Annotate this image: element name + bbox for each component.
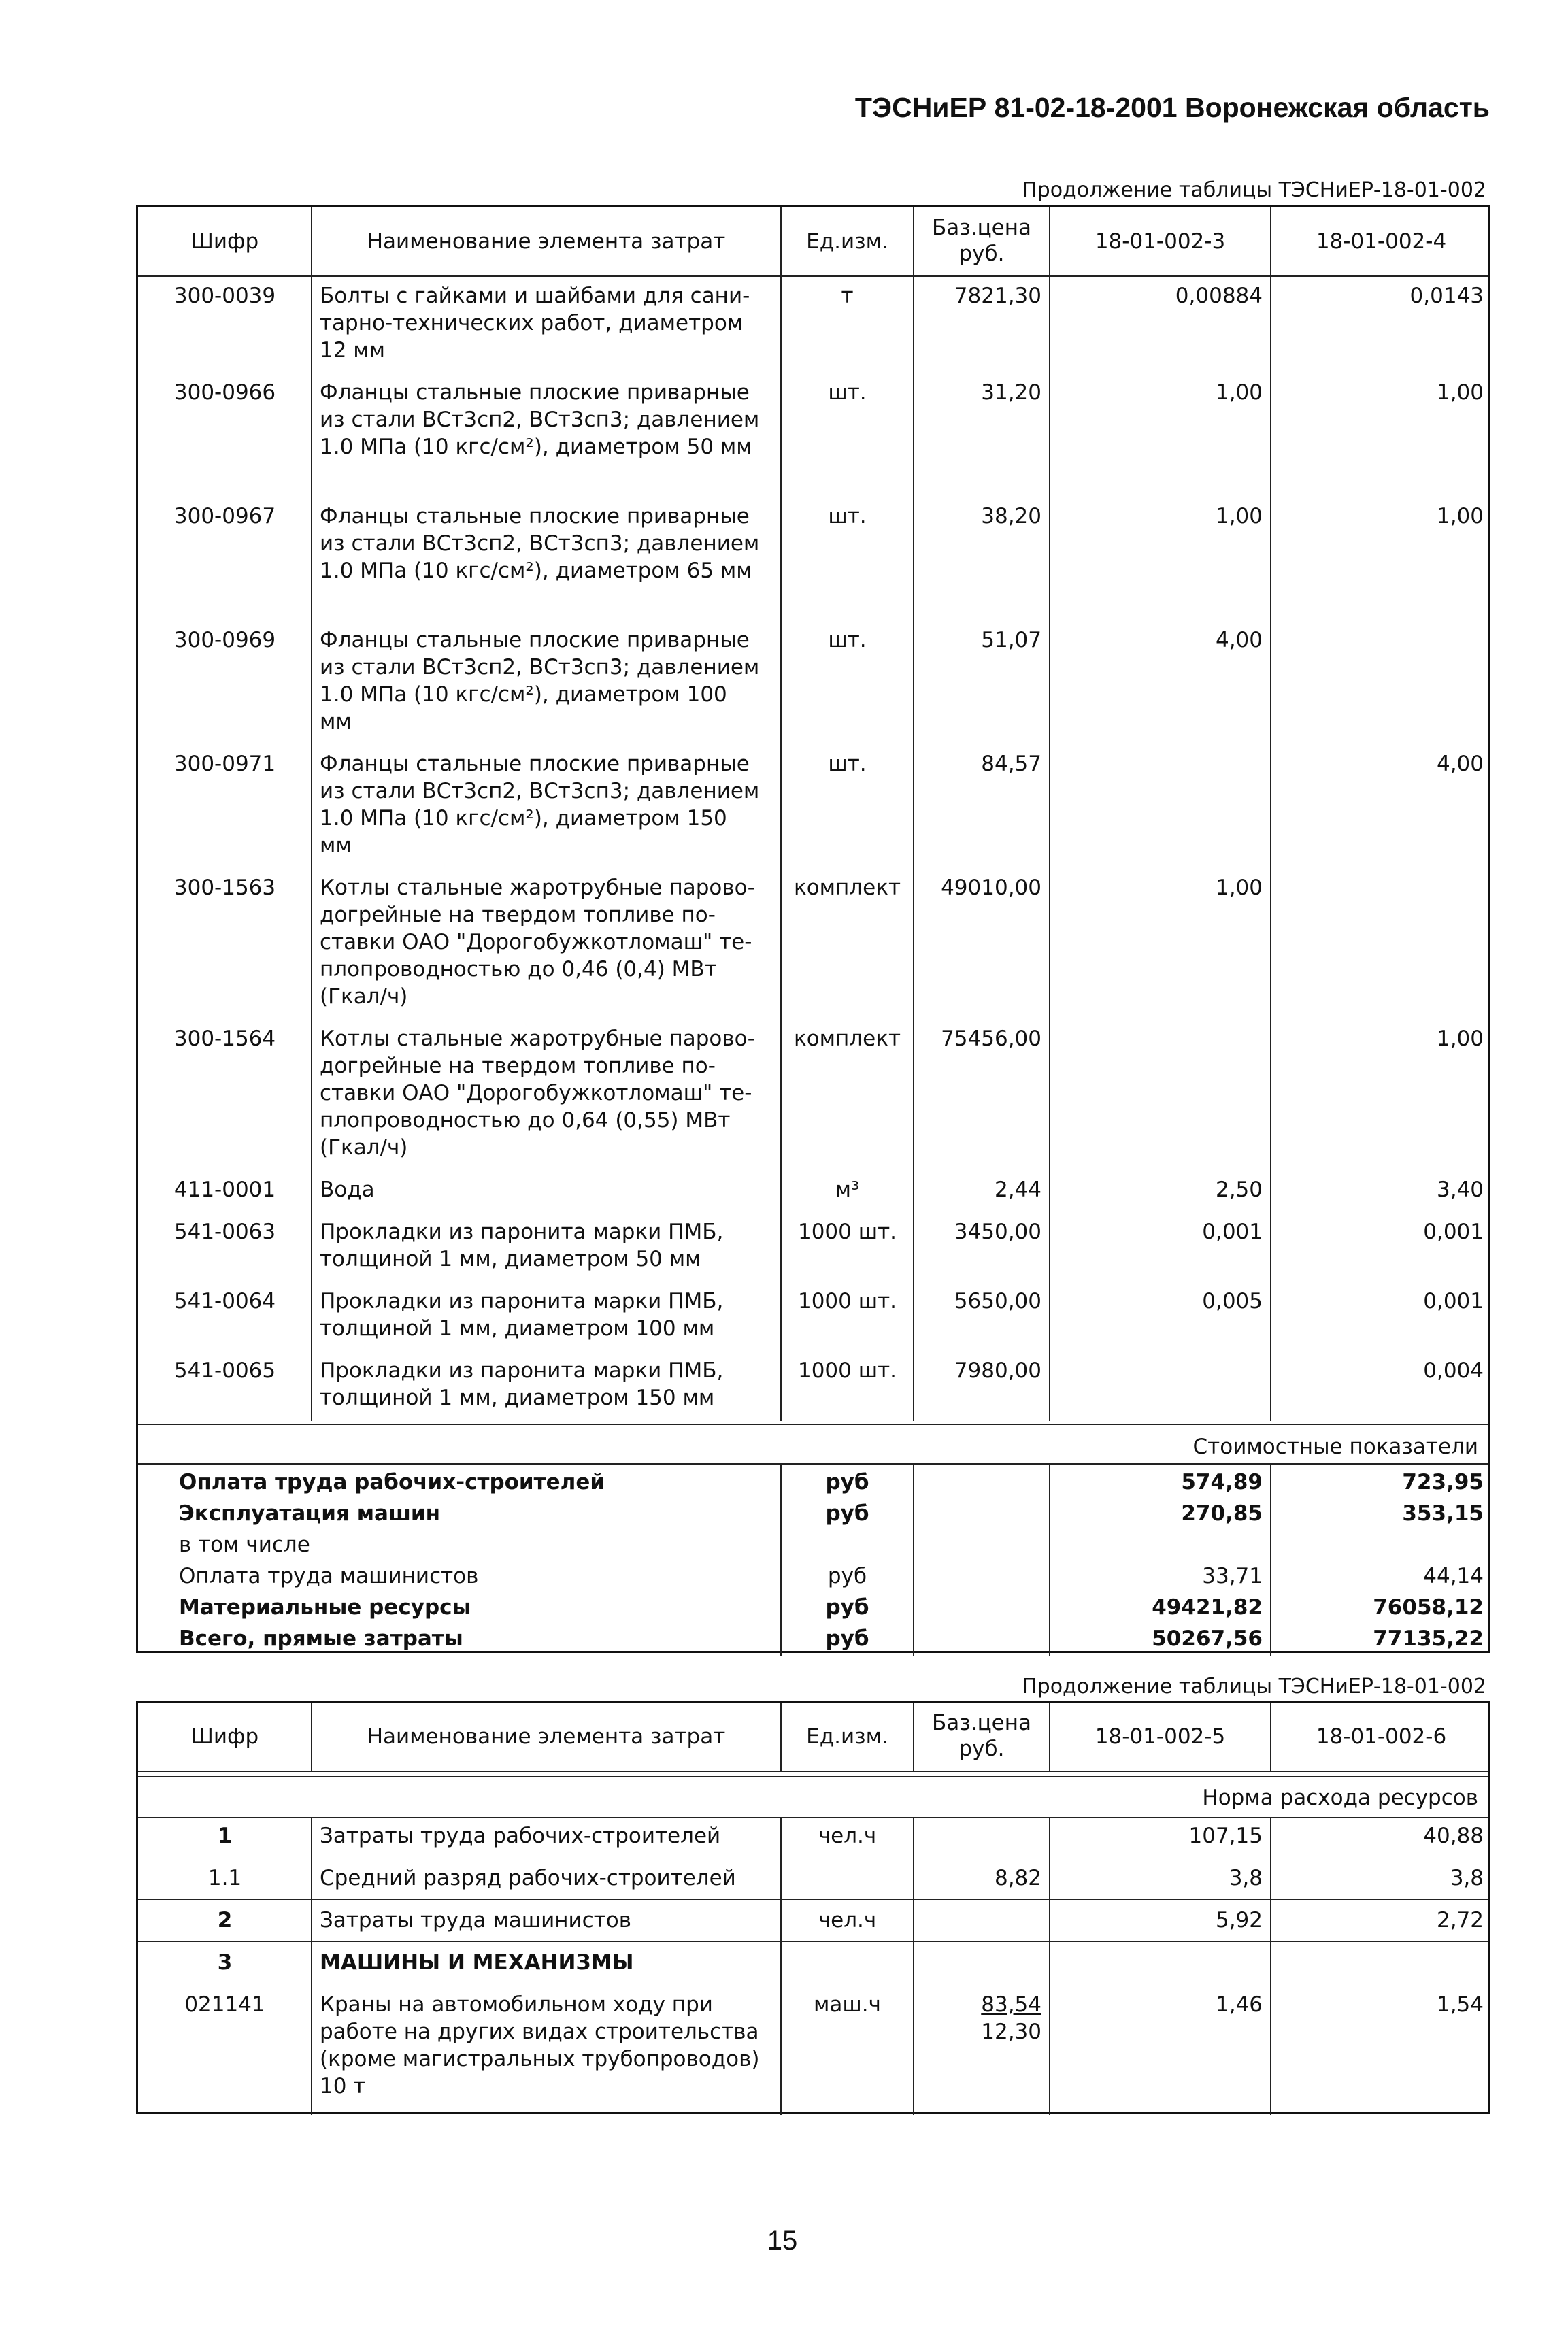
row-value-1: 3,8 (1229, 1866, 1263, 1890)
row-name-line: Фланцы стальные плоские приварные (320, 504, 750, 529)
row-name-line: Прокладки из паронита марки ПМБ, (320, 1289, 724, 1314)
column-divider (1270, 1465, 1271, 1656)
row-name-line: мм (320, 833, 352, 858)
row-divider (138, 1771, 1488, 1772)
row-code: 300-0967 (173, 504, 276, 529)
column-header: 18-01-002-3 (1095, 229, 1226, 254)
row-value-2: 4,00 (1436, 752, 1484, 776)
row-value-2: 1,00 (1436, 380, 1484, 405)
row-code: 300-0039 (173, 284, 276, 308)
row-unit: шт. (828, 628, 867, 652)
summary-unit: руб (825, 1626, 869, 1651)
row-price: 49010,00 (941, 875, 1041, 900)
row-unit: 1000 шт. (797, 1289, 897, 1314)
summary-unit: руб (827, 1564, 867, 1588)
column-divider (311, 1817, 312, 2115)
column-header: 18-01-002-6 (1316, 1724, 1447, 1749)
row-divider (138, 275, 1488, 277)
row-unit: чел.ч (818, 1824, 877, 1848)
column-divider (913, 277, 914, 1421)
row-value-2: 1,00 (1436, 1026, 1484, 1051)
row-code: 300-0971 (173, 752, 276, 776)
column-header: Ед.изм. (806, 1724, 888, 1749)
summary-value-1: 50267,56 (1152, 1626, 1263, 1651)
row-divider (138, 1817, 1488, 1818)
row-price: 83,54 (981, 1992, 1041, 2017)
row-unit: шт. (828, 504, 867, 529)
column-divider (913, 207, 914, 275)
row-code: 021141 (184, 1992, 265, 2017)
summary-label: Материальные ресурсы (179, 1595, 471, 1620)
row-name-line: Фланцы стальные плоские приварные (320, 628, 750, 652)
row-code: 300-1563 (173, 875, 276, 900)
row-unit: комплект (793, 875, 901, 900)
column-divider (780, 207, 782, 275)
row-name-line: Затраты труда машинистов (320, 1908, 632, 1933)
row-code: 300-0966 (173, 380, 276, 405)
row-price: 2,44 (994, 1177, 1041, 1202)
section-label-norm: Норма расхода ресурсов (1202, 1786, 1478, 1810)
row-name-line: Вода (320, 1177, 375, 1202)
row-name-line: 1.0 МПа (10 кгс/см²), диаметром 50 мм (320, 435, 752, 459)
row-name-line: мм (320, 709, 352, 734)
row-name-line: Фланцы стальные плоские приварные (320, 752, 750, 776)
row-price: 3450,00 (954, 1220, 1041, 1244)
column-divider (1049, 207, 1050, 275)
row-unit: 1000 шт. (797, 1220, 897, 1244)
row-name-line: плопроводностью до 0,46 (0,4) МВт (320, 957, 717, 982)
row-value-2: 3,40 (1436, 1177, 1484, 1202)
row-unit: комплект (793, 1026, 901, 1051)
column-header-price: Баз.цена (931, 216, 1032, 240)
row-name-line: толщиной 1 мм, диаметром 150 мм (320, 1386, 715, 1410)
row-code: 411-0001 (173, 1177, 276, 1202)
row-name-line: (Гкал/ч) (320, 984, 408, 1009)
row-divider (138, 1941, 1488, 1942)
column-divider (1270, 1817, 1271, 2115)
row-price: 7821,30 (954, 284, 1041, 308)
row-price: 12,30 (981, 2020, 1041, 2044)
row-divider (138, 1463, 1488, 1465)
row-name-line: (кроме магистральных трубопроводов) (320, 2047, 760, 2071)
row-name-line: Краны на автомобильном ходу при (320, 1992, 713, 2017)
column-divider (780, 277, 782, 1421)
row-name-line: ставки ОАО "Дорогобужкотломаш" те- (320, 930, 752, 954)
row-unit: 1000 шт. (797, 1358, 897, 1383)
row-unit: чел.ч (818, 1908, 877, 1933)
row-name-line: толщиной 1 мм, диаметром 100 мм (320, 1316, 715, 1341)
row-divider (138, 1899, 1488, 1900)
column-divider (1270, 207, 1271, 275)
row-name-line: Средний разряд рабочих-строителей (320, 1866, 736, 1890)
row-price: 84,57 (981, 752, 1041, 776)
row-value-2: 2,72 (1436, 1908, 1484, 1933)
row-value-1: 0,00884 (1175, 284, 1263, 308)
row-price: 31,20 (981, 380, 1041, 405)
row-name-line: Котлы стальные жаротрубные парово- (320, 875, 755, 900)
row-value-1: 4,00 (1215, 628, 1263, 652)
summary-value-2: 353,15 (1402, 1501, 1484, 1526)
row-name-line: 12 мм (320, 338, 386, 363)
row-value-1: 1,00 (1215, 504, 1263, 529)
summary-label: Всего, прямые затраты (179, 1626, 463, 1651)
row-code: 300-0969 (173, 628, 276, 652)
summary-value-2: 723,95 (1402, 1470, 1484, 1494)
row-divider (138, 1776, 1488, 1777)
row-name-line: из стали ВСт3сп2, ВСт3сп3; давлением (320, 407, 760, 432)
row-value-1: 1,00 (1215, 380, 1263, 405)
row-value-2: 0,004 (1423, 1358, 1484, 1383)
column-header: Шифр (190, 229, 259, 254)
column-header: Ед.изм. (806, 229, 888, 254)
row-code: 1.1 (207, 1866, 242, 1890)
row-divider (138, 1424, 1488, 1425)
row-name-line: из стали ВСт3сп2, ВСт3сп3; давлением (320, 531, 760, 556)
row-value-1: 1,46 (1215, 1992, 1263, 2017)
column-header-price-unit: руб. (958, 1737, 1005, 1761)
column-divider (780, 1465, 782, 1656)
table1-continuation-label: Продолжение таблицы ТЭСНиЕР-18-01-002 (1022, 178, 1486, 202)
row-value-1: 1,00 (1215, 875, 1263, 900)
column-divider (1049, 1465, 1050, 1656)
summary-value-1: 49421,82 (1152, 1595, 1263, 1620)
row-value-1: 0,001 (1202, 1220, 1263, 1244)
row-name-line: Фланцы стальные плоские приварные (320, 380, 750, 405)
row-name-line: Прокладки из паронита марки ПМБ, (320, 1358, 724, 1383)
summary-unit: руб (825, 1501, 869, 1526)
summary-unit: руб (825, 1470, 869, 1494)
column-header: Шифр (190, 1724, 259, 1749)
row-unit: т (841, 284, 854, 308)
row-code: 3 (217, 1950, 233, 1975)
row-name-line: 1.0 МПа (10 кгс/см²), диаметром 100 (320, 682, 727, 707)
row-value-2: 40,88 (1423, 1824, 1484, 1848)
row-value-2: 1,54 (1436, 1992, 1484, 2017)
column-divider (311, 207, 312, 275)
row-value-2: 0,0143 (1409, 284, 1484, 308)
row-name-line: 10 т (320, 2074, 366, 2099)
row-value-2: 3,8 (1450, 1866, 1484, 1890)
row-name-line: плопроводностью до 0,64 (0,55) МВт (320, 1108, 731, 1133)
column-divider (780, 1703, 782, 1771)
row-unit: шт. (828, 752, 867, 776)
column-header: 18-01-002-4 (1316, 229, 1447, 254)
row-code: 541-0063 (173, 1220, 276, 1244)
summary-label: Оплата труда рабочих-строителей (179, 1470, 605, 1494)
row-name-line: догрейные на твердом топливе по- (320, 1054, 716, 1078)
column-divider (913, 1465, 914, 1656)
row-code: 2 (217, 1908, 233, 1933)
row-value-1: 2,50 (1215, 1177, 1263, 1202)
row-price: 51,07 (981, 628, 1041, 652)
column-divider (1270, 1703, 1271, 1771)
row-code: 300-1564 (173, 1026, 276, 1051)
row-name-line: работе на других видах строительства (320, 2020, 759, 2044)
summary-label: Оплата труда машинистов (179, 1564, 479, 1588)
row-value-2: 0,001 (1423, 1289, 1484, 1314)
column-divider (1270, 277, 1271, 1421)
summary-value-1: 270,85 (1181, 1501, 1263, 1526)
row-name-line: Прокладки из паронита марки ПМБ, (320, 1220, 724, 1244)
row-code: 541-0064 (173, 1289, 276, 1314)
row-name-line: Затраты труда рабочих-строителей (320, 1824, 721, 1848)
column-header: 18-01-002-5 (1095, 1724, 1226, 1749)
page-number: 15 (767, 2226, 798, 2256)
section-label-cost: Стоимостные показатели (1192, 1435, 1478, 1459)
row-name-line: Болты с гайками и шайбами для сани- (320, 284, 750, 308)
row-name-line: 1.0 МПа (10 кгс/см²), диаметром 150 (320, 806, 727, 831)
column-divider (311, 1703, 312, 1771)
summary-label: в том числе (179, 1533, 310, 1557)
column-header: Наименование элемента затрат (367, 229, 726, 254)
row-unit: маш.ч (814, 1992, 881, 2017)
row-code: 1 (217, 1824, 233, 1848)
row-value-1: 0,005 (1202, 1289, 1263, 1314)
row-price: 8,82 (994, 1866, 1041, 1890)
row-name-line: Котлы стальные жаротрубные парово- (320, 1026, 755, 1051)
summary-value-2: 77135,22 (1373, 1626, 1484, 1651)
row-value-1: 107,15 (1188, 1824, 1263, 1848)
summary-unit: руб (825, 1595, 869, 1620)
row-name-line: толщиной 1 мм, диаметром 50 мм (320, 1247, 701, 1271)
row-name-line: (Гкал/ч) (320, 1135, 408, 1160)
row-name-line: МАШИНЫ И МЕХАНИЗМЫ (320, 1950, 634, 1975)
resources-table-1 (136, 205, 1490, 1653)
row-value-2: 0,001 (1423, 1220, 1484, 1244)
column-divider (1049, 1817, 1050, 2115)
row-name-line: 1.0 МПа (10 кгс/см²), диаметром 65 мм (320, 558, 752, 583)
row-name-line: тарно-технических работ, диаметром (320, 311, 744, 335)
summary-label: Эксплуатация машин (179, 1501, 441, 1526)
row-code: 541-0065 (173, 1358, 276, 1383)
table2-continuation-label: Продолжение таблицы ТЭСНиЕР-18-01-002 (1022, 1675, 1486, 1699)
row-name-line: ставки ОАО "Дорогобужкотломаш" те- (320, 1081, 752, 1105)
row-name-line: из стали ВСт3сп2, ВСт3сп3; давлением (320, 655, 760, 680)
row-value-1: 5,92 (1215, 1908, 1263, 1933)
column-divider (1049, 277, 1050, 1421)
resources-table-2 (136, 1701, 1490, 2114)
summary-value-1: 33,71 (1202, 1564, 1263, 1588)
row-price: 75456,00 (941, 1026, 1041, 1051)
column-header-price: Баз.цена (931, 1711, 1032, 1735)
row-value-2: 1,00 (1436, 504, 1484, 529)
column-divider (913, 1703, 914, 1771)
column-header-price-unit: руб. (958, 241, 1005, 266)
summary-value-2: 44,14 (1423, 1564, 1484, 1588)
column-divider (780, 1817, 782, 2115)
row-name-line: из стали ВСт3сп2, ВСт3сп3; давлением (320, 779, 760, 803)
column-divider (311, 277, 312, 1421)
summary-value-2: 76058,12 (1373, 1595, 1484, 1620)
row-price: 5650,00 (954, 1289, 1041, 1314)
row-unit: м³ (835, 1177, 860, 1202)
page-header-title: ТЭСНиЕР 81-02-18-2001 Воронежская область (854, 92, 1490, 123)
row-unit: шт. (828, 380, 867, 405)
row-name-line: догрейные на твердом топливе по- (320, 903, 716, 927)
column-divider (1049, 1703, 1050, 1771)
row-price: 38,20 (981, 504, 1041, 529)
summary-value-1: 574,89 (1181, 1470, 1263, 1494)
column-header: Наименование элемента затрат (367, 1724, 726, 1749)
column-divider (913, 1817, 914, 2115)
row-price: 7980,00 (954, 1358, 1041, 1383)
